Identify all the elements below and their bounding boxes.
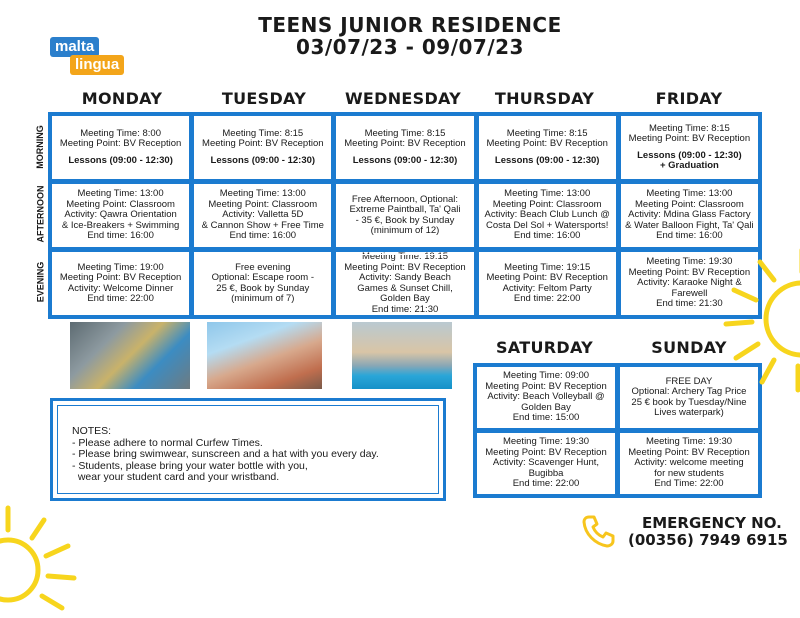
activity-photo-beach	[207, 322, 322, 389]
emergency-number: (00356) 7949 6915	[628, 531, 788, 549]
schedule-line: Activity: Karaoke Night &	[637, 277, 742, 289]
notes-content	[57, 405, 439, 494]
emergency-contact	[628, 515, 788, 549]
schedule-line: End time: 16:00	[229, 230, 297, 242]
row-label-evening: EVENING	[35, 261, 46, 303]
afternoon-cell-thursday	[478, 183, 617, 248]
morning-cell-monday	[51, 115, 190, 180]
logo-text-malta: malta	[50, 37, 99, 57]
schedule-line: & Ice-Breakers + Swimming	[61, 219, 180, 231]
schedule-line: Activity: Beach Club Lunch @	[484, 209, 610, 221]
morning-cell-thursday	[478, 115, 617, 180]
schedule-line: Free evening	[235, 261, 291, 273]
lessons-line: Lessons (09:00 - 12:30)	[352, 154, 458, 166]
schedule-line: Meeting Time: 09:00	[502, 370, 590, 382]
schedule-line: (minimum of 7)	[231, 293, 295, 304]
notes-item: - Please bring swimwear, sunscreen and a hat with you every day.	[72, 448, 379, 460]
schedule-line: Optional: Archery Tag Price	[631, 386, 747, 397]
day-wednesday: WEDNESDAY	[344, 89, 462, 108]
schedule-line: End time: 16:00	[513, 230, 581, 242]
schedule-line: End time: 16:00	[656, 230, 723, 242]
lessons-line: Lessons (09:00 - 12:30)	[637, 149, 742, 161]
schedule-line: Meeting Point: BV Reception	[344, 261, 466, 273]
schedule-line: Meeting Time: 13:00	[504, 188, 591, 200]
evening-cell-wednesday	[335, 251, 474, 316]
schedule-line: Meeting Point: BV Reception	[59, 272, 182, 283]
schedule-line: Meeting Time: 8:15	[364, 127, 446, 139]
lessons-text	[637, 151, 742, 172]
notes-item: - Please adhere to normal Curfew Times.	[72, 436, 263, 449]
schedule-line: Meeting Time: 8:15	[222, 127, 304, 139]
day-saturday: SATURDAY	[495, 338, 593, 357]
maltalingua-logo	[50, 37, 130, 81]
emergency-label: EMERGENCY NO.	[642, 514, 782, 532]
schedule-line: Activity: Scavenger Hunt,	[492, 457, 600, 469]
schedule-line: Meeting Time: 13:00	[77, 188, 164, 200]
schedule-line: Activity: Qawra Orientation	[64, 209, 177, 221]
schedule-line: End time: 15:00	[512, 412, 580, 424]
schedule-line: Bugibba	[528, 467, 564, 479]
day-sunday: SUNDAY	[651, 338, 727, 357]
schedule-line: Meeting Point: BV Reception	[344, 138, 466, 150]
schedule-line: Meeting Time: 19:00	[77, 261, 164, 273]
schedule-line: (minimum of 12)	[370, 225, 440, 236]
schedule-line: Meeting Point: BV Reception	[486, 272, 608, 283]
schedule-line: & Water Balloon Fight, Ta' Qali	[625, 219, 754, 231]
afternoon-cell-monday	[51, 183, 190, 248]
schedule-line: Meeting Point: BV Reception	[628, 446, 750, 458]
schedule-line: Meeting Time: 13:00	[646, 188, 733, 200]
schedule-line: Meeting Point: BV Reception	[486, 138, 608, 150]
schedule-line: Meeting Time: 8:15	[506, 127, 588, 139]
schedule-line: Costa Del Sol + Watersports!	[485, 219, 609, 231]
afternoon-cell-friday	[620, 183, 759, 248]
logo-text-lingua: lingua	[70, 55, 124, 75]
day-friday: FRIDAY	[655, 89, 723, 108]
schedule-line: Meeting Point: BV Reception	[628, 133, 751, 144]
notes-box	[50, 398, 446, 501]
evening-cell-sunday	[619, 432, 759, 495]
morning-cell-friday	[620, 115, 759, 180]
sun-icon	[712, 244, 800, 394]
afternoon-cell-tuesday	[193, 183, 332, 248]
schedule-line: Meeting Point: Classroom	[208, 198, 318, 210]
schedule-line: Golden Bay	[521, 401, 571, 413]
schedule-line: Meeting Point: BV Reception	[485, 446, 607, 458]
schedule-line: End time: 16:00	[87, 230, 154, 242]
schedule-line: End time: 22:00	[513, 293, 581, 304]
day-tuesday: TUESDAY	[221, 89, 307, 108]
schedule-line: Meeting Time: 19:30	[645, 436, 733, 448]
schedule-line: Meeting Time: 19:30	[502, 436, 590, 448]
sun-icon	[0, 500, 90, 618]
day-cell-saturday	[476, 366, 616, 429]
evening-cell-tuesday	[193, 251, 332, 316]
activity-photo-group	[70, 322, 190, 389]
day-thursday: THURSDAY	[494, 89, 595, 108]
schedule-line: Optional: Escape room -	[211, 272, 314, 283]
lessons-text	[68, 156, 173, 167]
morning-cell-tuesday	[193, 115, 332, 180]
schedule-line: Activity: Welcome Dinner	[67, 282, 174, 294]
schedule-line: Meeting Time: 13:00	[219, 188, 306, 200]
lessons-line: Lessons (09:00 - 12:30)	[68, 154, 173, 166]
phone-icon	[580, 513, 616, 549]
schedule-line: Meeting Time: 8:15	[648, 122, 730, 134]
evening-cell-thursday	[478, 251, 617, 316]
lessons-line: Lessons (09:00 - 12:30)	[494, 154, 600, 166]
schedule-line: End time: 21:30	[371, 303, 439, 315]
schedule-line: Meeting Point: Classroom	[635, 198, 744, 210]
row-label-morning: MORNING	[35, 125, 45, 169]
page-title	[230, 14, 590, 58]
schedule-line: Golden Bay	[380, 293, 430, 304]
schedule-line: Activity: Feltom Party	[502, 282, 592, 294]
morning-cell-wednesday	[335, 115, 474, 180]
weekday-schedule-grid	[48, 112, 762, 319]
schedule-line: Meeting Point: BV Reception	[628, 266, 751, 278]
schedule-line: Free Afternoon, Optional:	[351, 193, 459, 205]
notes-item: wear your student card and your wristband.	[72, 471, 280, 483]
schedule-line: Extreme Paintball, Ta' Qali	[349, 204, 461, 215]
schedule-line: & Cannon Show + Free Time	[201, 219, 324, 231]
schedule-line: Lives waterpark)	[654, 407, 724, 418]
schedule-line: Meeting Time: 19:15	[361, 251, 449, 262]
notes-heading: NOTES:	[72, 425, 112, 437]
schedule-line: for new students	[654, 467, 724, 479]
lessons-text	[211, 156, 316, 167]
day-monday: MONDAY	[81, 89, 163, 108]
afternoon-cell-wednesday	[335, 183, 474, 248]
activity-photo-pool	[352, 322, 452, 389]
schedule-line: Meeting Time: 19:15	[504, 261, 591, 273]
row-label-afternoon: AFTERNOON	[35, 185, 45, 243]
lessons-text	[353, 156, 458, 167]
schedule-line: End time: 21:30	[656, 298, 723, 310]
schedule-line: Farewell	[671, 287, 708, 299]
title-line-1: TEENS JUNIOR RESIDENCE	[258, 13, 562, 37]
schedule-line: Meeting Point: BV Reception	[202, 138, 324, 150]
schedule-line: Activity: Sandy Beach	[359, 272, 451, 283]
schedule-line: End time: 22:00	[512, 478, 580, 490]
schedule-line: 25 € book by Tuesday/Nine	[631, 396, 747, 408]
title-line-2: 03/07/23 - 09/07/23	[296, 35, 524, 59]
schedule-line: FREE DAY	[665, 375, 713, 387]
schedule-line: Meeting Point: BV Reception	[485, 380, 607, 392]
notes-item: - Students, please bring your water bottle with you,	[72, 459, 308, 472]
lessons-text	[495, 156, 600, 167]
schedule-line: Meeting Point: Classroom	[492, 198, 602, 210]
schedule-line: Games & Sunset Chill,	[357, 282, 453, 294]
evening-cell-saturday	[476, 432, 616, 495]
schedule-line: Meeting Point: Classroom	[66, 198, 175, 210]
schedule-line: Activity: Beach Volleyball @	[487, 391, 605, 403]
lessons-line: Lessons (09:00 - 12:30)	[210, 154, 316, 166]
schedule-line: Meeting Time: 8:00	[80, 127, 161, 139]
schedule-line: Activity: Valletta 5D	[222, 209, 304, 221]
schedule-line: End Time: 22:00	[654, 478, 724, 490]
schedule-line: - 35 €, Book by Sunday	[355, 214, 455, 226]
schedule-line: End time: 22:00	[87, 293, 154, 304]
schedule-line: Meeting Time: 19:30	[646, 256, 733, 268]
schedule-line: Meeting Point: BV Reception	[59, 138, 182, 150]
schedule-line: 25 €, Book by Sunday	[216, 282, 310, 294]
schedule-line: Activity: Mdina Glass Factory	[628, 209, 751, 221]
lessons-line: + Graduation	[659, 160, 719, 171]
evening-cell-monday	[51, 251, 190, 316]
schedule-line: Activity: welcome meeting	[634, 457, 744, 469]
